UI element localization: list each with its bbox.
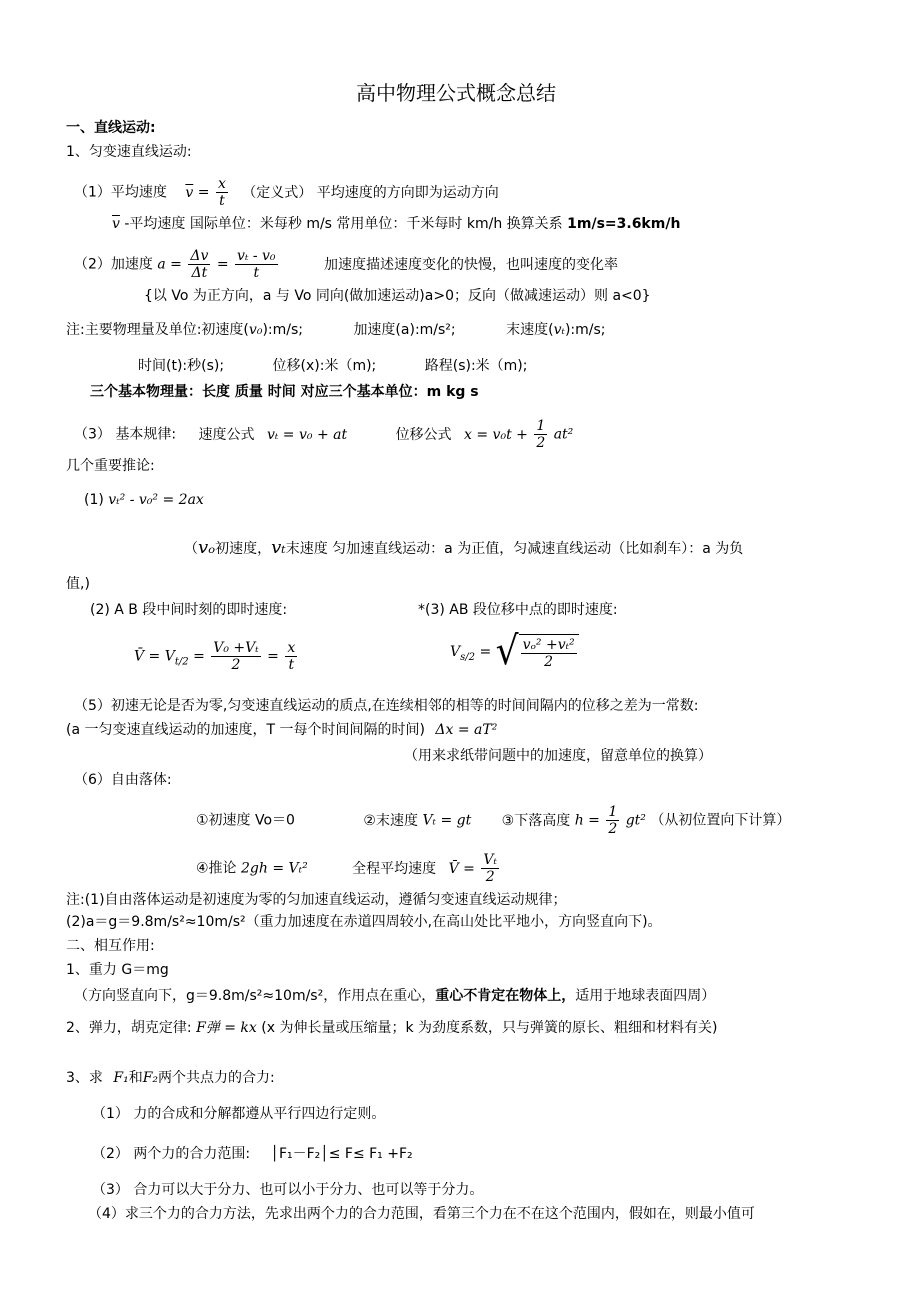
fraction-denominator: t (219, 193, 225, 209)
acceleration-note: 加速度描述速度变化的快慢，也叫速度的变化率 (324, 256, 618, 273)
units-line (112, 214, 680, 234)
resultant-rule-1: （1） 力的合成和分解都遵从平行四边行定则。 (92, 1106, 386, 1122)
displacement-formula-tail: at² (553, 426, 574, 443)
midtime-subscript: t/2 (174, 656, 189, 668)
inference-2-formula: V̄ = $V_{t/2}$ = $\frac{\text{V₀ +Vₜ}}{2}$ = $\frac{x}{t}$ (134, 640, 296, 673)
note-vt-symbol: vₜ (271, 537, 286, 558)
inference-5-paren: (a 一匀变速直线运动的加速度，T 一每个时间间隔的时间) (66, 722, 425, 738)
free-fall-final-label: ②末速度 (363, 812, 418, 829)
units-note-acc: 加速度(a):m/s²; (353, 322, 456, 338)
avg-velocity-label: （1）平均速度 (74, 184, 167, 201)
fraction-numerator: V₀ +Vₜ (213, 640, 259, 656)
x-over-t-fraction (285, 640, 297, 673)
resultant-range-label: （2） 两个力的合力范围: (92, 1146, 251, 1162)
subheading-uniform-accel: 1、匀变速直线运动: (66, 144, 192, 160)
acceleration-direction: {以 Vo 为正方向，a 与 Vo 同向(做加速运动)a>0；反向（做减速运动）则 a<0} (144, 288, 651, 304)
displacement-formula-label: 位移公式 (395, 426, 452, 443)
velocity-formula-label: 速度公式 (198, 426, 255, 443)
free-fall-height-note: （从初位置向下计算） (650, 812, 791, 829)
fraction-numerator: Δv (190, 248, 209, 264)
fraction-denominator: t (253, 265, 260, 281)
inference-1-note-cont: 值,) (66, 576, 90, 592)
free-fall-initial: ①初速度 Vo＝0 (196, 812, 295, 829)
free-fall-heading: （6）自由落体: (74, 772, 172, 788)
note-initial-velocity: 初速度， (215, 541, 272, 557)
resultant-rule-4: （4）求三个力的合力方法，先求出两个力的合力范围，看第三个力在不在这个范围内，假如在，则最小值可 (88, 1206, 755, 1222)
inference-heading: 几个重要推论: (66, 458, 155, 474)
units-v-symbol: $\overline{v}$ (112, 216, 120, 232)
fraction-denominator: 2 (231, 657, 241, 673)
section-heading-interaction: 二、相互作用: (66, 938, 155, 954)
inference-5-formula: Δx = aT² (435, 722, 498, 738)
gravity-note-c: 适用于地球表面四周） (575, 988, 716, 1004)
inference-3-label: *(3) AB 段位移中点的即时速度: (418, 602, 618, 618)
units-note-v0: v₀ (248, 322, 263, 338)
free-fall-corollary-label: ④推论 (196, 860, 237, 877)
avg-velocity-symbol: $\overline{v}$ (185, 184, 194, 201)
fraction-denominator: Δt (191, 265, 208, 281)
elastic-line (66, 1018, 717, 1038)
resultant-rule-2 (92, 1144, 413, 1164)
free-fall-mean-label: 全程平均速度 (352, 860, 437, 877)
resultant-label-a: 3、求 (66, 1070, 103, 1086)
acceleration-line (74, 248, 618, 281)
basic-laws-line (74, 418, 573, 451)
fraction-denominator: t (288, 657, 295, 673)
inference-5: （5）初速无论是否为零,匀变速直线运动的质点,在连续相邻的相等的时间间隔内的位移之差为一常数: (74, 698, 699, 714)
inference-1-label: (1) (84, 492, 104, 508)
resultant-heading (66, 1068, 275, 1088)
units-text: -平均速度 国际单位：米每秒 m/s 常用单位：千米每时 km/h 换算关系 (124, 216, 563, 232)
resultant-label-b: 和 (128, 1070, 143, 1086)
inference-1-formula: vₜ² - v₀² = 2ax (108, 492, 204, 508)
units-time: 时间(t):秒(s); (138, 358, 225, 374)
three-basic-quantities: 三个基本物理量：长度 质量 时间 对应三个基本单位：m kg s (90, 384, 479, 400)
velocity-change-fraction (235, 248, 278, 281)
midpoint-velocity-lhs: V (450, 644, 461, 660)
free-fall-height-lhs: h = (574, 812, 600, 829)
units-note-final-unit: ):m/s; (564, 322, 606, 338)
units-note-final: 末速度( (506, 322, 554, 338)
resultant-rule-3: （3） 合力可以大于分力、也可以小于分力、也可以等于分力。 (92, 1182, 484, 1198)
acceleration-label: （2）加速度 (74, 256, 153, 273)
fraction-numerator: 1 (608, 804, 618, 820)
avg-velocity-line (74, 176, 499, 209)
velocity-formula: vₜ = v₀ + at (266, 426, 348, 443)
inference-3-formula: $V_{s/2}$ = √ $\frac{\text{vₒ² +vₜ²}}{2}$ (450, 632, 579, 672)
elastic-note: (x 为伸长量或压缩量；k 为劲度系数，只与弹簧的原长、粗细和材料有关) (261, 1020, 718, 1036)
avg-velocity-eq: = (197, 184, 210, 201)
fraction-denominator: 2 (608, 821, 618, 837)
avg-velocity-fraction (216, 176, 228, 209)
delta-fraction (188, 248, 210, 281)
gravity-note-bold: 重心不肯定在物体上， (435, 988, 576, 1004)
gravity-note (74, 986, 715, 1006)
page-title: 高中物理公式概念总结 (356, 81, 556, 105)
gravity-note-a: （方向竖直向下，g＝9.8m/s²≈10m/s²，作用点在重心， (74, 988, 436, 1004)
free-fall-height-tail: gt² (625, 812, 646, 829)
inference-1 (84, 490, 204, 510)
free-fall-row-1 (196, 804, 790, 837)
acceleration-eq: = (216, 256, 229, 273)
inference-2-label: (2) A B 段中间时刻的即时速度: (90, 602, 288, 618)
fraction-numerator: 1 (536, 418, 546, 434)
free-fall-mean-fraction (481, 852, 499, 885)
units-displacement: 位移(x):米（m); (272, 358, 377, 374)
displacement-formula-lhs: x = v₀t + (464, 426, 528, 443)
force-f2: F₂ (142, 1070, 159, 1086)
units-conversion: 1m/s=3.6km/h (567, 216, 681, 232)
hooke-formula: F弹 = kx (196, 1020, 257, 1036)
free-fall-note-2: (2)a＝g＝9.8m/s²≈10m/s²（重力加速度在赤道四周较小,在高山处比平地小，方向竖直向下)。 (66, 914, 662, 930)
free-fall-height-label: ③下落高度 (501, 812, 571, 829)
acceleration-lhs: a = (157, 256, 182, 273)
midpoint-fraction (521, 637, 577, 670)
force-f1: F₁ (113, 1070, 129, 1086)
free-fall-row-2 (196, 852, 501, 885)
units-note-initial-unit: ):m/s; (262, 322, 303, 338)
free-fall-half (606, 804, 619, 837)
basic-laws-label: （3） 基本规律: (74, 426, 177, 443)
paren-open: （ (184, 541, 198, 557)
free-fall-note-1: 注:(1)自由落体运动是初速度为零的匀加速直线运动，遵循匀变速直线运动规律； (66, 892, 567, 908)
resultant-range-formula: │F₁－F₂│≤ F≤ F₁ +F₂ (270, 1146, 413, 1162)
gravity-line: 1、重力 G＝mg (66, 962, 169, 978)
free-fall-mean-lhs: V̄ = (448, 860, 475, 877)
inference-5-usage: （用来求纸带问题中的加速度，留意单位的换算） (404, 748, 712, 764)
section-heading-linear-motion: 一、直线运动: (66, 120, 156, 136)
fraction-numerator: vₒ² +vₜ² (522, 637, 575, 653)
note-text: 末速度 匀加速直线运动：a 为正值，匀减速直线运动（比如刹车）：a 为负 (285, 541, 744, 557)
fraction-numerator: Vₜ (483, 852, 497, 868)
fraction-denominator: 2 (544, 654, 554, 670)
avg-velocity-note: （定义式） 平均速度的方向即为运动方向 (242, 184, 499, 201)
midpoint-subscript: s/2 (460, 651, 475, 663)
mean-velocity-fraction (211, 640, 260, 673)
elastic-label: 2、弹力，胡克定律: (66, 1020, 192, 1036)
units-distance: 路程(s):米（m); (424, 358, 528, 374)
free-fall-corollary-formula: 2gh = Vₜ² (241, 860, 308, 877)
units-note-initial: 注:主要物理量及单位:初速度( (66, 322, 249, 338)
fraction-numerator: x (287, 640, 296, 656)
units-row-2 (138, 356, 528, 376)
resultant-label-c: 两个共点力的合力: (158, 1070, 275, 1086)
units-note-line (66, 320, 605, 340)
fraction-denominator: 2 (536, 435, 546, 451)
free-fall-final-formula: Vₜ = gt (422, 812, 472, 829)
fraction-numerator: x (217, 176, 226, 192)
half-fraction (534, 418, 547, 451)
note-vo-symbol: vₒ (198, 537, 216, 558)
inference-1-note (184, 538, 743, 559)
fraction-denominator: 2 (485, 869, 495, 885)
sqrt-expression: √ $\frac{\text{vₒ² +vₜ²}}{2}$ (496, 632, 579, 672)
inference-5-definitions (66, 720, 497, 740)
units-note-vt: vₜ (553, 322, 565, 338)
fraction-numerator: vₜ - v₀ (237, 248, 276, 264)
mean-velocity-lhs: V̄ = V (134, 648, 175, 665)
